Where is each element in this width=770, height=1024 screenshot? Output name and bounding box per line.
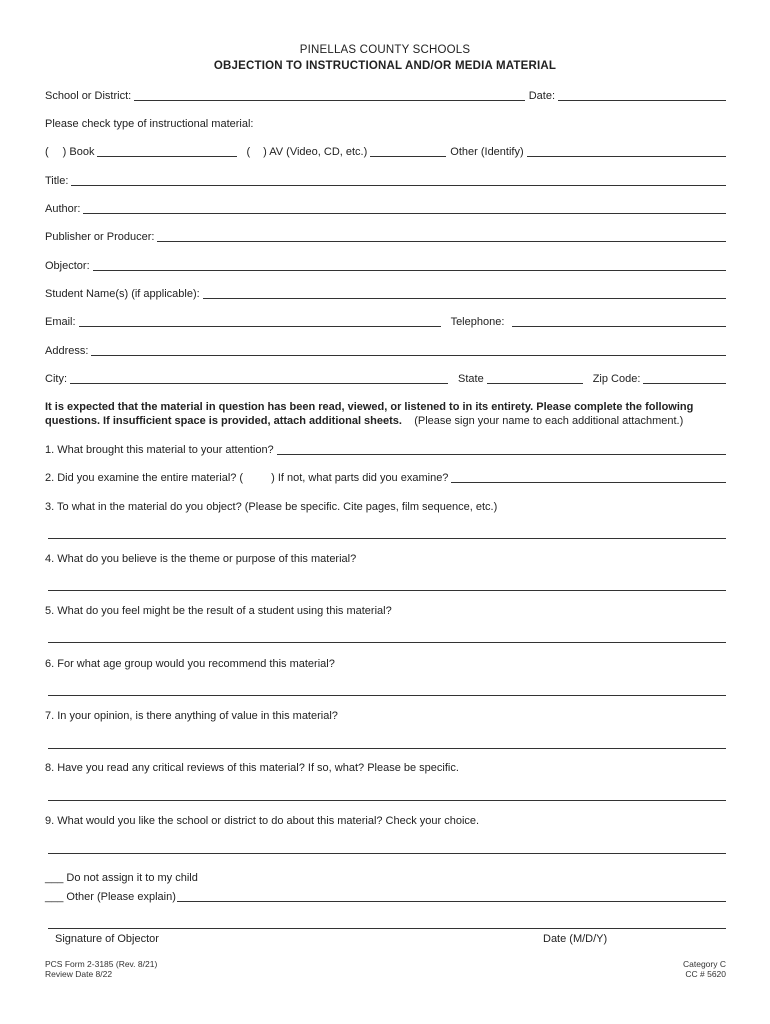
footer-left xyxy=(45,959,157,979)
question-7-answer-line[interactable] xyxy=(48,748,726,749)
instructions-bold: It is expected that the material in question has been read, viewed, or listened to in its entirety. Please complete the following questions. If insufficient space is provided, attach additional sheets. xyxy=(45,401,694,427)
cc-number: CC # 5620 xyxy=(685,969,726,979)
av-field[interactable] xyxy=(370,144,446,157)
choice-do-not-assign[interactable]: ___ Do not assign it to my child xyxy=(45,872,198,884)
question-8-row xyxy=(45,759,726,775)
choice-1-row xyxy=(45,869,726,885)
question-9-row xyxy=(45,812,726,828)
school-row xyxy=(45,87,726,103)
other-label: Other (Identify) xyxy=(450,146,524,158)
question-6-row xyxy=(45,655,726,671)
material-type-row xyxy=(45,143,726,159)
question-3-row xyxy=(45,498,726,514)
zip-label: Zip Code: xyxy=(592,373,641,385)
question-3-answer-line[interactable] xyxy=(48,538,726,539)
form-title: OBJECTION TO INSTRUCTIONAL AND/OR MEDIA MATERIAL xyxy=(213,60,557,72)
school-label: School or District: xyxy=(45,90,132,102)
publisher-field[interactable] xyxy=(157,229,726,242)
question-1: 1. What brought this material to your attention? xyxy=(45,444,274,456)
choice-other-field[interactable] xyxy=(177,889,726,902)
author-label: Author: xyxy=(45,203,81,215)
signature-date-label: Date (M/D/Y) xyxy=(543,933,608,945)
address-field[interactable] xyxy=(91,343,726,356)
form-number: PCS Form 2-3185 (Rev. 8/21) xyxy=(45,959,158,969)
footer-right xyxy=(683,959,726,979)
question-6: 6. For what age group would you recommend this material? xyxy=(45,658,335,670)
title-row xyxy=(45,172,726,188)
email-field[interactable] xyxy=(79,314,441,327)
objector-row xyxy=(45,257,726,273)
address-row xyxy=(45,342,726,358)
objector-label: Objector: xyxy=(45,260,90,272)
check-type-row xyxy=(45,115,726,131)
signature-label: Signature of Objector xyxy=(55,933,159,945)
telephone-label: Telephone: xyxy=(450,316,505,328)
question-8-answer-line[interactable] xyxy=(48,800,726,801)
state-label: State xyxy=(458,373,484,385)
question-2-row xyxy=(45,469,726,485)
question-2b: ) If not, what parts did you examine? xyxy=(271,472,449,484)
question-4-answer-line[interactable] xyxy=(48,590,726,591)
author-field[interactable] xyxy=(83,201,726,214)
date-field[interactable] xyxy=(558,88,726,101)
book-label: ) Book xyxy=(62,146,95,158)
question-1-field[interactable] xyxy=(277,442,726,455)
address-label: Address: xyxy=(45,345,89,357)
author-row xyxy=(45,200,726,216)
signature-line[interactable] xyxy=(48,928,726,929)
question-6-answer-line[interactable] xyxy=(48,695,726,696)
question-5: 5. What do you feel might be the result of a student using this material? xyxy=(45,605,392,617)
publisher-label: Publisher or Producer: xyxy=(45,231,155,243)
publisher-row xyxy=(45,228,726,244)
book-checkbox[interactable]: ( xyxy=(45,146,49,158)
question-2-field[interactable] xyxy=(451,470,726,483)
choice-other[interactable]: ___ Other (Please explain) xyxy=(45,891,176,903)
book-field[interactable] xyxy=(97,144,237,157)
city-field[interactable] xyxy=(70,371,448,384)
av-checkbox[interactable]: ( xyxy=(246,146,251,158)
question-9-answer-line[interactable] xyxy=(48,853,726,854)
state-field[interactable] xyxy=(487,371,583,384)
check-type-label: Please check type of instructional material: xyxy=(45,118,254,130)
question-5-answer-line[interactable] xyxy=(48,642,726,643)
student-row xyxy=(45,285,726,301)
date-label: Date: xyxy=(528,90,555,102)
city-label: City: xyxy=(45,373,67,385)
org-name: PINELLAS COUNTY SCHOOLS xyxy=(299,44,471,56)
question-9: 9. What would you like the school or district to do about this material? Check your choice. xyxy=(45,815,480,827)
av-label: ) AV (Video, CD, etc.) xyxy=(263,146,368,158)
student-field[interactable] xyxy=(203,286,726,299)
question-7-row xyxy=(45,707,726,723)
question-3: 3. To what in the material do you object? (Please be specific. Cite pages, film sequence, etc.) xyxy=(45,501,498,513)
zip-field[interactable] xyxy=(643,371,726,384)
city-row xyxy=(45,370,726,386)
email-row xyxy=(45,313,726,329)
school-field[interactable] xyxy=(134,88,525,101)
question-5-row xyxy=(45,602,726,618)
category: Category C xyxy=(683,959,726,969)
title-label: Title: xyxy=(45,175,69,187)
question-1-row xyxy=(45,441,726,457)
question-4-row xyxy=(45,550,726,566)
review-date: Review Date 8/22 xyxy=(45,969,113,979)
title-field[interactable] xyxy=(71,173,726,186)
telephone-field[interactable] xyxy=(512,314,726,327)
question-8: 8. Have you read any critical reviews of this material? If so, what? Please be specific. xyxy=(45,762,459,774)
question-4: 4. What do you believe is the theme or purpose of this material? xyxy=(45,553,357,565)
objector-field[interactable] xyxy=(93,258,726,271)
student-label: Student Name(s) (if applicable): xyxy=(45,288,200,300)
instructions-note: (Please sign your name to each additional attachment.) xyxy=(414,415,684,427)
email-label: Email: xyxy=(45,316,76,328)
question-2a: 2. Did you examine the entire material? ( xyxy=(45,472,244,484)
question-7: 7. In your opinion, is there anything of value in this material? xyxy=(45,710,338,722)
other-field[interactable] xyxy=(527,144,726,157)
instructions xyxy=(45,400,726,428)
choice-2-row xyxy=(45,888,726,904)
